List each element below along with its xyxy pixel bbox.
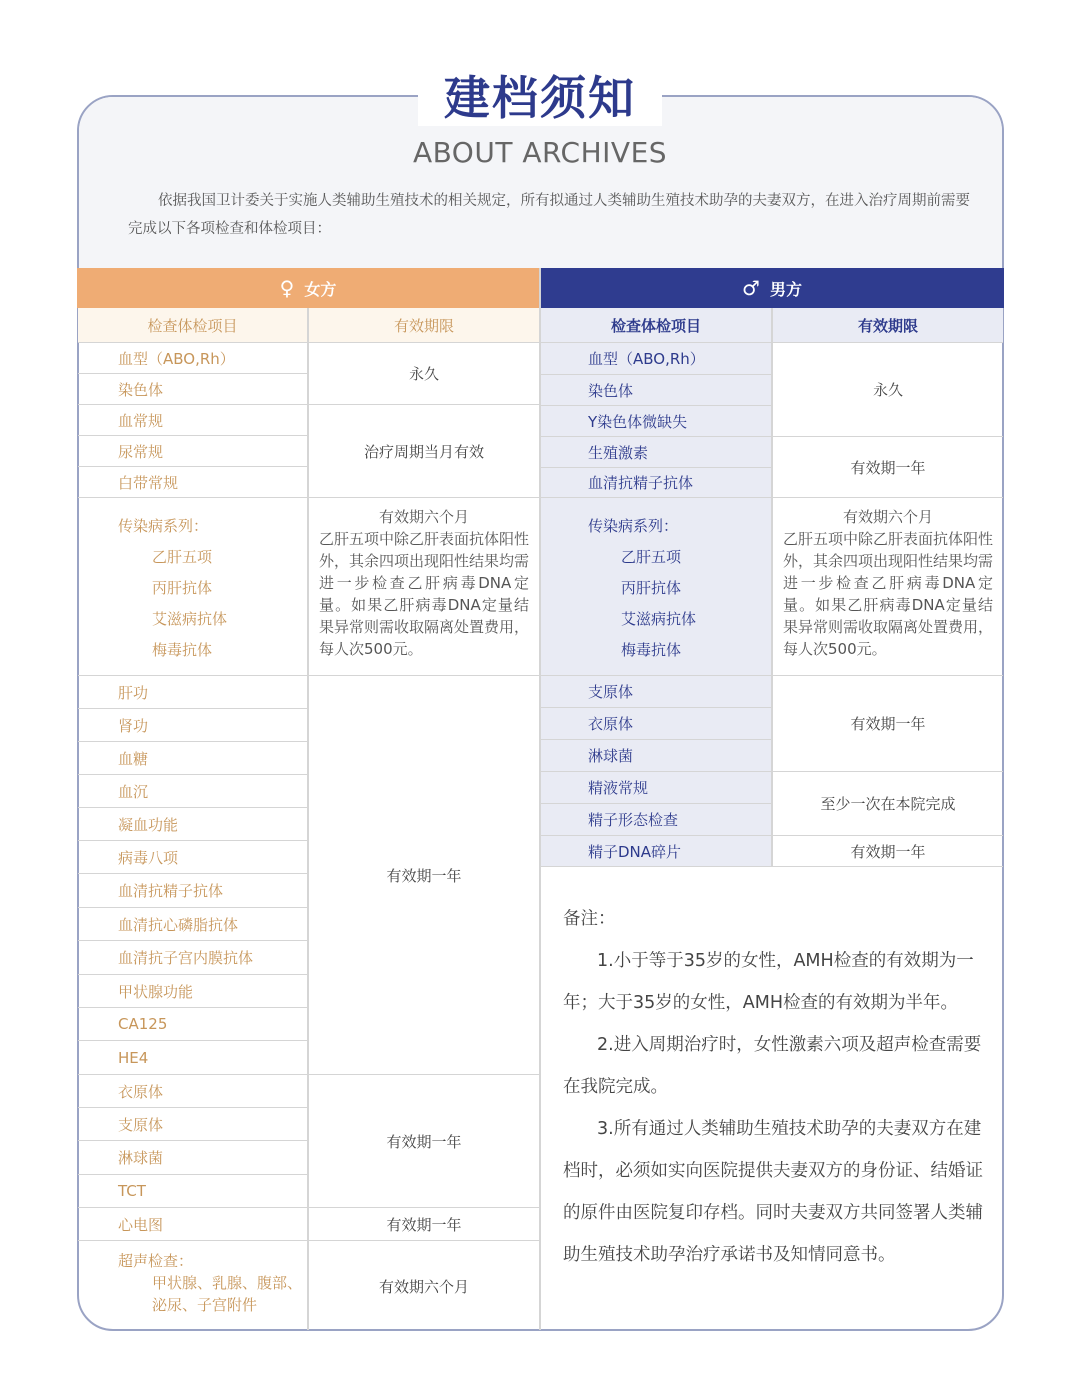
female-item-ecg: 心电图	[78, 1208, 307, 1241]
female-item-gonorrhea: 淋球菌	[78, 1141, 307, 1175]
female-validity-one-year-b: 有效期一年	[309, 1075, 539, 1208]
male-item-chromosome: 染色体	[541, 375, 771, 406]
female-item-urine-routine: 尿常规	[78, 436, 307, 467]
female-infection-group	[78, 498, 307, 676]
female-validity-six-months-us: 有效期六个月	[378, 1277, 469, 1296]
female-validity-cycle-month: 治疗周期当月有效	[309, 405, 539, 498]
female-item-thyroid: 甲状腺功能	[78, 975, 307, 1008]
female-item-ca125: CA125	[78, 1008, 307, 1041]
note-2: 2.进入周期治疗时，女性激素六项及超声检查需要在我院完成。	[563, 1035, 982, 1097]
female-item-glucose: 血糖	[78, 742, 307, 775]
male-item-asab: 血清抗精子抗体	[541, 468, 771, 498]
male-validity-at-least-once: 至少一次在本院完成	[773, 772, 1003, 836]
female-item-ultrasound: 超声检查：	[118, 1252, 194, 1270]
male-col-item: 检查体检项目	[541, 308, 771, 343]
female-item-tct: TCT	[78, 1175, 307, 1208]
female-item-ultrasound-sub1: 甲状腺、乳腺、腹部、	[152, 1274, 303, 1292]
female-item-hbv: 乙肝五项	[152, 548, 213, 566]
male-item-semen: 精液常规	[541, 772, 771, 804]
male-item-infection: 传染病系列：	[588, 517, 679, 535]
female-six-months-title: 有效期六个月	[378, 508, 469, 526]
female-item-blood-type: 血型（ABO,Rh）	[78, 343, 307, 374]
female-item-virus8: 病毒八项	[78, 841, 307, 874]
female-item-hcv: 丙肝抗体	[152, 579, 213, 597]
notes-block	[563, 898, 983, 1276]
female-validity-one-year-c: 有效期一年	[309, 1208, 539, 1241]
female-item-ultrasound-sub2: 泌尿、子宫附件	[152, 1296, 258, 1314]
female-item-emab: 血清抗子宫内膜抗体	[78, 941, 307, 975]
male-item-hiv: 艾滋病抗体	[621, 610, 697, 628]
male-icon: ♂	[742, 276, 760, 300]
male-validity-permanent: 永久	[773, 343, 1003, 437]
male-item-hbv: 乙肝五项	[621, 548, 682, 566]
female-validity-six-months	[309, 498, 539, 676]
female-item-leukorrhea: 白带常规	[78, 467, 307, 498]
female-col-item: 检查体检项目	[78, 308, 307, 343]
male-six-months-title: 有效期六个月	[842, 508, 933, 526]
male-header	[540, 268, 1004, 308]
divider-female-mid	[307, 308, 309, 1330]
female-validity-one-year-a: 有效期一年	[309, 676, 539, 1075]
female-item-mycoplasma: 支原体	[78, 1108, 307, 1141]
female-item-chromosome: 染色体	[78, 374, 307, 405]
female-header	[77, 268, 539, 308]
female-header-label: 女方	[304, 279, 337, 299]
male-item-syphilis: 梅毒抗体	[621, 641, 682, 659]
male-validity-six-months	[773, 498, 1003, 676]
female-item-infection: 传染病系列：	[118, 517, 209, 535]
male-header-label: 男方	[769, 279, 802, 299]
male-validity-one-year-a: 有效期一年	[773, 437, 1003, 498]
notes-label: 备注：	[563, 909, 616, 929]
male-item-y-micro: Y染色体微缺失	[541, 406, 771, 437]
female-item-esr: 血沉	[78, 775, 307, 808]
female-icon: ♀	[279, 276, 295, 300]
page-subtitle: ABOUT ARCHIVES	[412, 136, 668, 169]
female-item-he4: HE4	[78, 1041, 307, 1075]
male-item-morphology: 精子形态检查	[541, 804, 771, 836]
male-item-gonorrhea: 淋球菌	[541, 740, 771, 772]
female-item-chlamydia: 衣原体	[78, 1075, 307, 1108]
intro-text: 依据我国卫计委关于实施人类辅助生殖技术的相关规定，所有拟通过人类辅助生殖技术助孕的夫妻双方，在进入治疗周期前需要完成以下各项检查和体检项目：	[128, 193, 970, 237]
divider-male-mid	[771, 308, 773, 867]
female-item-syphilis: 梅毒抗体	[152, 641, 213, 659]
male-item-chlamydia: 衣原体	[541, 708, 771, 740]
male-validity-one-year-b: 有效期一年	[773, 676, 1003, 772]
female-col-validity: 有效期限	[309, 308, 539, 343]
female-item-asab: 血清抗精子抗体	[78, 874, 307, 908]
female-item-acl: 血清抗心磷脂抗体	[78, 908, 307, 941]
female-item-coag: 凝血功能	[78, 808, 307, 841]
male-item-hcv: 丙肝抗体	[621, 579, 682, 597]
male-infection-group	[541, 498, 771, 676]
female-ultrasound-group	[78, 1243, 307, 1323]
female-item-kidney: 肾功	[78, 709, 307, 742]
male-validity-one-year-c: 有效期一年	[773, 836, 1003, 867]
male-item-blood-type: 血型（ABO,Rh）	[541, 343, 771, 375]
female-validity-permanent: 永久	[309, 343, 539, 405]
male-item-dna-frag: 精子DNA碎片	[541, 836, 771, 867]
page-title: 建档须知	[444, 71, 636, 125]
female-item-liver: 肝功	[78, 676, 307, 709]
male-item-hormone: 生殖激素	[541, 437, 771, 468]
male-six-months-note: 乙肝五项中除乙肝表面抗体阳性外，其余四项出现阳性结果均需进一步检查乙肝病毒DNA定量。如果乙肝病毒DNA定量结果异常则需收取隔离处置费用，每人次500元。	[783, 530, 994, 658]
female-item-hiv: 艾滋病抗体	[152, 610, 228, 628]
female-six-months-note: 乙肝五项中除乙肝表面抗体阳性外，其余四项出现阳性结果均需进一步检查乙肝病毒DNA定量。如果乙肝病毒DNA定量结果异常则需收取隔离处置费用，每人次500元。	[319, 530, 530, 658]
divider-center	[539, 268, 541, 1330]
note-3: 3.所有通过人类辅助生殖技术助孕的夫妻双方在建档时，必须如实向医院提供夫妻双方的身份证、结婚证的原件由医院复印存档。同时夫妻双方共同签署人类辅助生殖技术助孕治疗承诺书及知情同意书。	[563, 1119, 983, 1265]
male-col-validity: 有效期限	[773, 308, 1003, 343]
male-item-mycoplasma: 支原体	[541, 676, 771, 708]
female-item-blood-routine: 血常规	[78, 405, 307, 436]
note-1: 1.小于等于35岁的女性，AMH检查的有效期为一年；大于35岁的女性，AMH检查的有效期为半年。	[563, 951, 974, 1013]
